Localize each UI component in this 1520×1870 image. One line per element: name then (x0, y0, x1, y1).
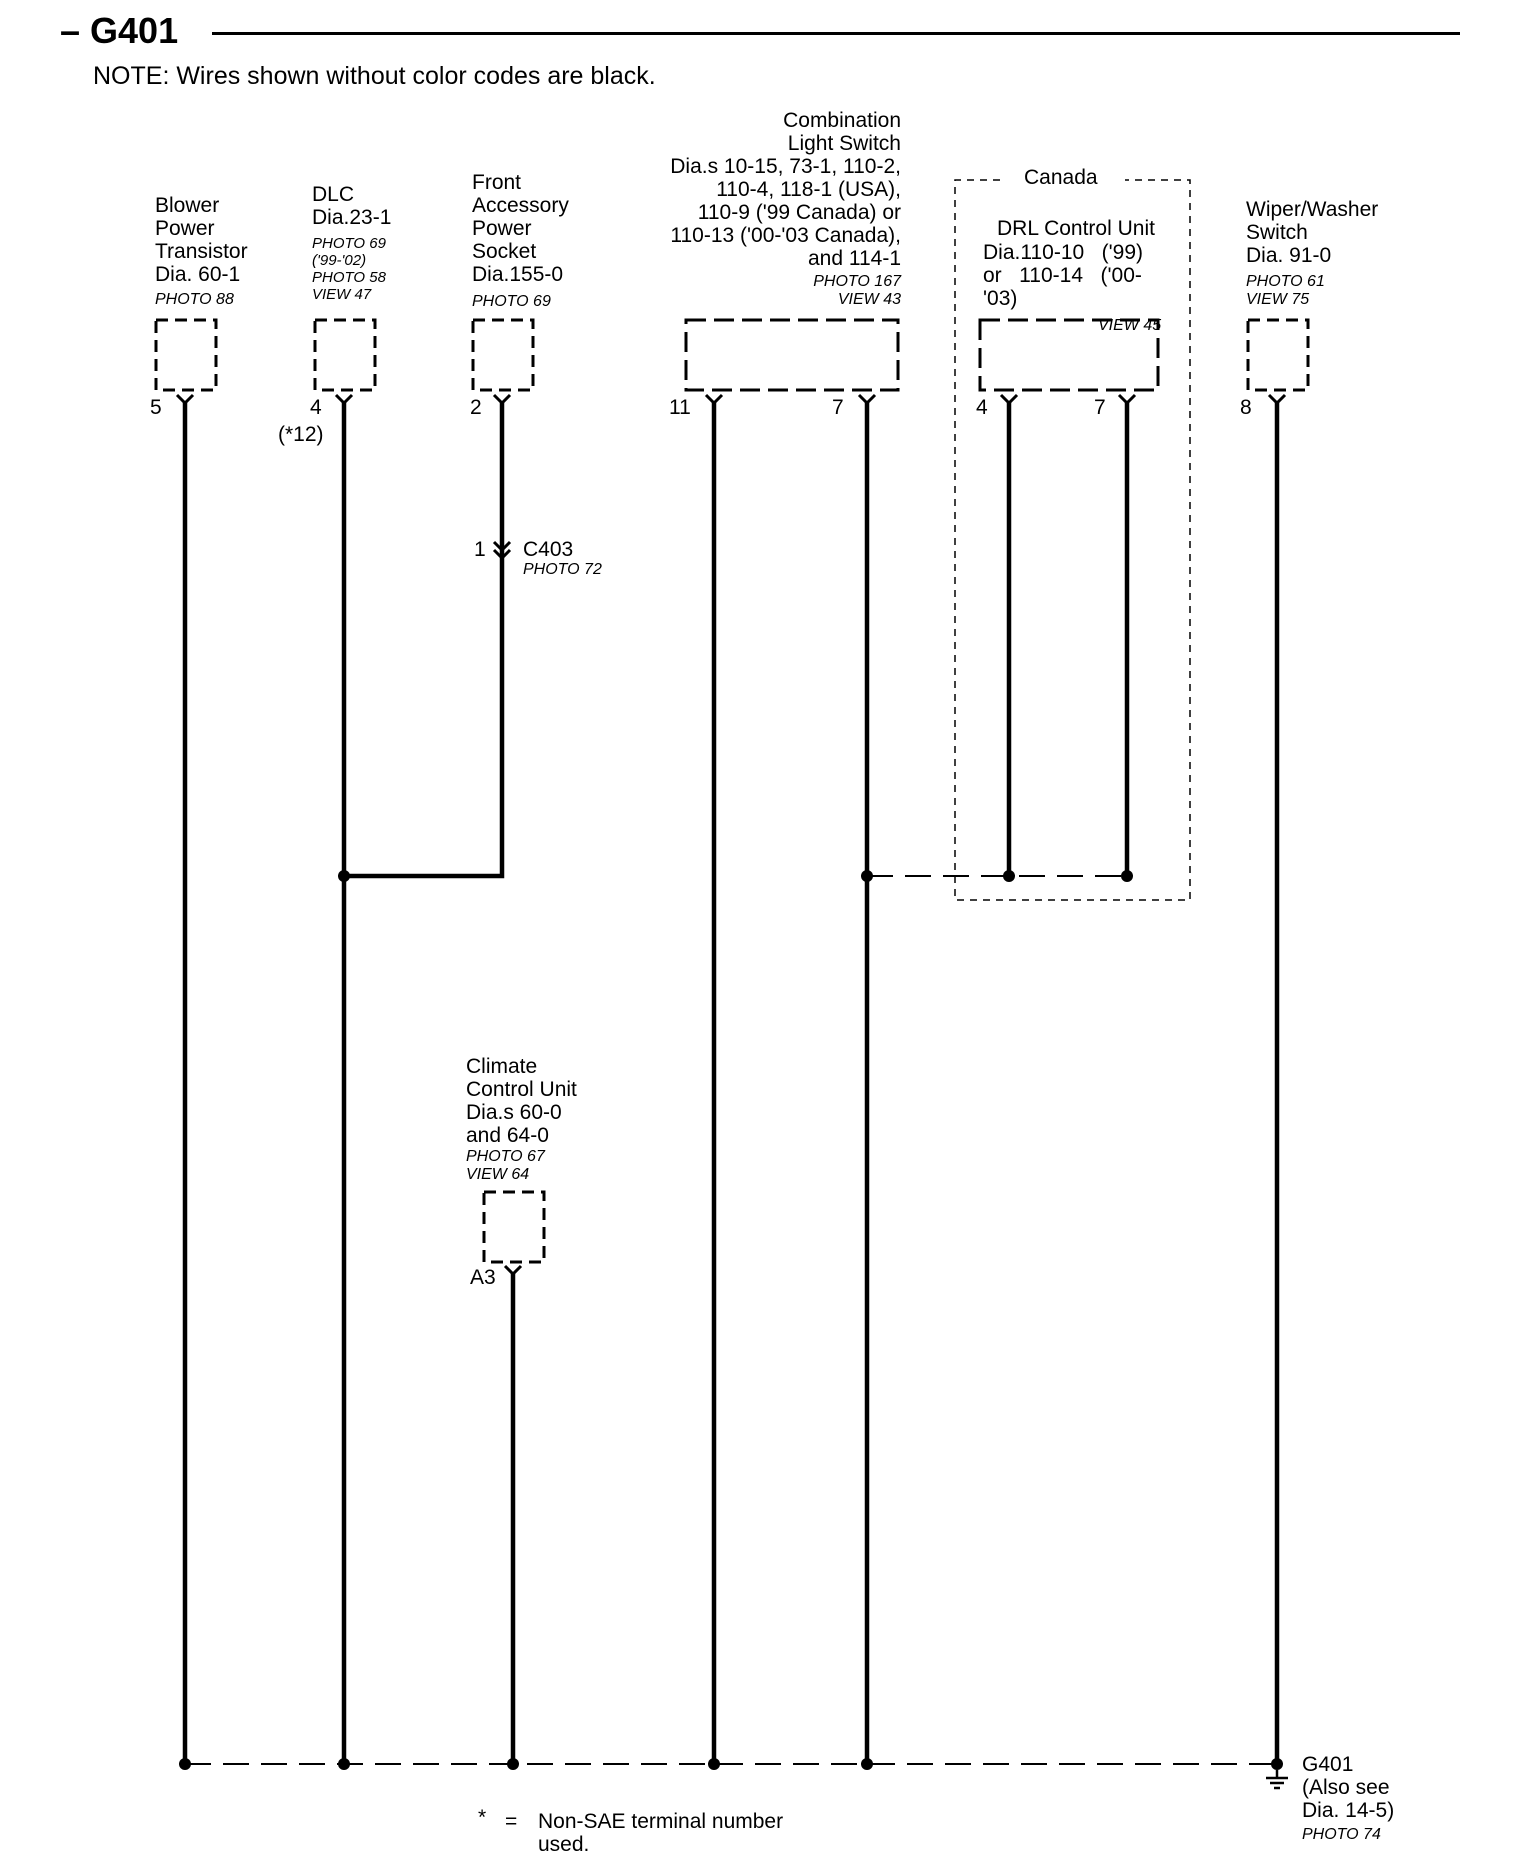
socket-label: Front Accessory Power Socket Dia.155-0 (472, 171, 569, 286)
combo-refs: PHOTO 167 VIEW 43 (813, 273, 901, 308)
climate-pin: A3 (470, 1266, 496, 1289)
dlc-label: DLC Dia.23-1 (312, 183, 392, 229)
combo-label: Combination Light Switch (783, 109, 901, 155)
socket-refs: PHOTO 69 (472, 293, 551, 310)
blower-pin: 5 (150, 396, 162, 419)
dlc-pin-note: (*12) (278, 423, 324, 446)
wires (185, 401, 1277, 1764)
blower-connector (156, 320, 216, 390)
socket-connector (473, 320, 533, 390)
drl-refs: VIEW 45 (1098, 317, 1162, 334)
climate-label: Climate Control Unit Dia.s 60-0 and 64-0 (466, 1055, 577, 1147)
color-code-note: NOTE: Wires shown without color codes are black. (93, 62, 656, 90)
drl-pin-4: 4 (976, 396, 988, 419)
footnote-mark: * (478, 1806, 487, 1829)
drl-dias: Dia.110-10 ('99) or 110-14 ('00- '03) (983, 241, 1144, 310)
wiper-connector (1248, 320, 1308, 390)
dlc-connector (315, 320, 375, 390)
combo-dias: Dia.s 10-15, 73-1, 110-2, 110-4, 118-1 (USA), 110-9 ('99 Canada) or 110-13 ('00-'03 Canada), and 114-1 (670, 155, 901, 270)
combo-pin-7: 7 (832, 396, 844, 419)
drl-pin-7: 7 (1094, 396, 1106, 419)
ground-label: G401 (Also see Dia. 14-5) (1302, 1753, 1395, 1822)
combo-connector (686, 320, 898, 390)
diagram-title: – G401 (60, 10, 179, 51)
c403-pin: 1 (474, 538, 486, 561)
c403-label: C403 (523, 538, 574, 561)
ground-symbol (1266, 1770, 1288, 1788)
combo-pin-11: 11 (669, 396, 691, 419)
footnote-eq: = (505, 1810, 518, 1833)
climate-refs: PHOTO 67 VIEW 64 (466, 1148, 545, 1183)
socket-pin: 2 (470, 396, 482, 419)
blower-refs: PHOTO 88 (155, 291, 234, 308)
dlc-pin: 4 (310, 396, 322, 419)
wiper-pin: 8 (1240, 396, 1252, 419)
canada-label: Canada (1024, 166, 1098, 189)
dlc-refs: PHOTO 69 ('99-'02) PHOTO 58 VIEW 47 (312, 235, 386, 303)
drl-label: DRL Control Unit (997, 217, 1155, 240)
wiper-refs: PHOTO 61 VIEW 75 (1246, 273, 1325, 308)
c403-refs: PHOTO 72 (523, 561, 602, 578)
footnote-text: Non-SAE terminal number used. (538, 1810, 784, 1856)
ground-refs: PHOTO 74 (1302, 1826, 1381, 1843)
wiper-label: Wiper/Washer Switch Dia. 91-0 (1246, 198, 1379, 267)
blower-label: Blower Power Transistor Dia. 60-1 (155, 194, 248, 286)
climate-connector (484, 1192, 544, 1262)
